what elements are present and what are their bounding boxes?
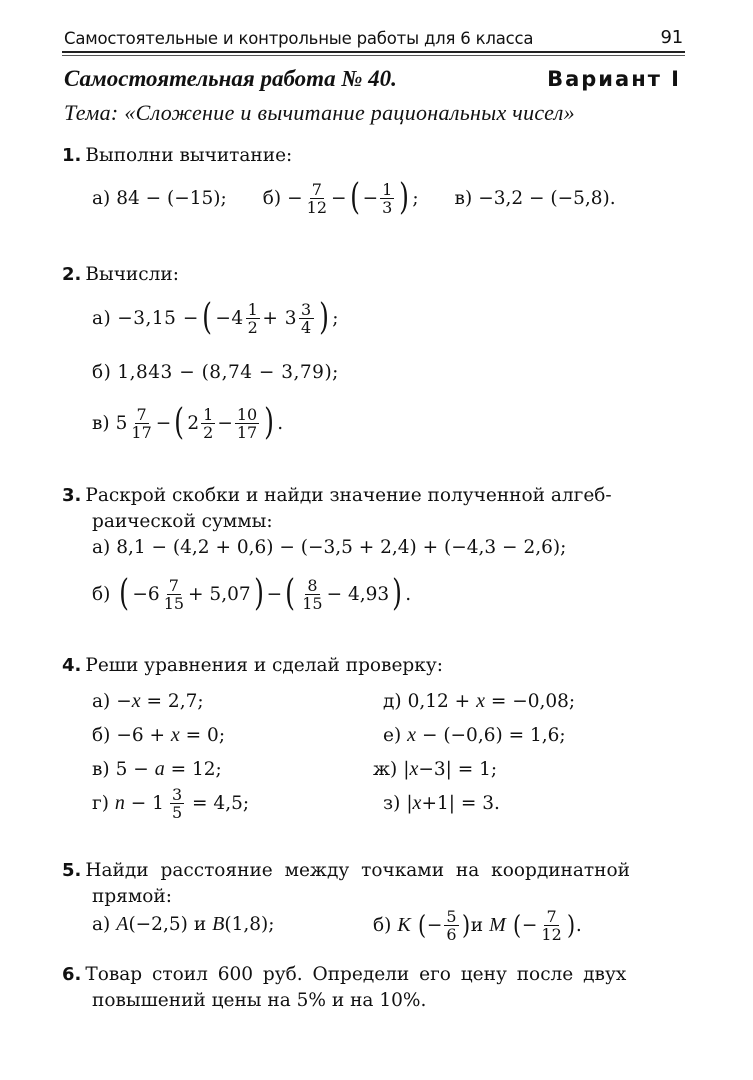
denominator: 4 — [301, 317, 312, 337]
paren-open: ( — [174, 402, 185, 443]
item-label: а) — [92, 187, 111, 209]
denominator: 12 — [541, 925, 562, 944]
point-name: A — [116, 913, 129, 935]
denominator: 15 — [163, 593, 185, 613]
item-expression: 8,1 − (4,2 + 0,6) − (−3,5 + 2,4) + (−4,3 − 2,6); — [116, 537, 567, 558]
numerator: 1 — [203, 404, 214, 424]
task-1-items — [92, 177, 616, 218]
variable: x — [170, 724, 180, 746]
page-number: 91 — [660, 27, 683, 48]
numerator: 1 — [247, 299, 259, 319]
numerator: 8 — [307, 575, 318, 595]
task-text-continued: повышений цены на 5% и на 10%. — [92, 990, 427, 1011]
task-text: Вычисли: — [85, 264, 179, 285]
fraction — [201, 406, 215, 441]
task-1-heading — [62, 143, 292, 169]
eq-item — [383, 792, 500, 815]
denominator: 3 — [382, 197, 393, 217]
paren-close: ) — [399, 177, 410, 218]
expr-part: | — [406, 793, 413, 814]
punctuation: ; — [332, 307, 339, 329]
minus-sign: − — [521, 915, 538, 936]
work-topic: Тема: «Сложение и вычитание рациональных чисел» — [64, 100, 575, 125]
variable: x — [409, 758, 419, 780]
denominator: 2 — [203, 422, 214, 442]
numerator: 7 — [311, 179, 322, 199]
minus-sign: − — [287, 187, 303, 209]
expr-part: − — [116, 691, 132, 712]
item-label: б) — [92, 583, 111, 605]
variable: n — [114, 792, 125, 814]
paren-open: ( — [285, 573, 296, 614]
paren-open: ( — [119, 573, 130, 614]
fraction — [235, 406, 259, 441]
expr-part: = 0; — [179, 725, 226, 746]
expr-part: − 1 — [124, 793, 164, 814]
denominator: 17 — [236, 422, 258, 442]
paren-close: ) — [264, 402, 275, 443]
expr-part: | — [403, 759, 410, 780]
task-text-continued: раической суммы: — [92, 511, 273, 532]
task-3-item-b — [92, 573, 412, 614]
eq-item — [92, 758, 222, 781]
item-label: д) — [383, 691, 402, 712]
eq-item — [383, 724, 566, 747]
item-label: ж) — [373, 759, 398, 780]
expr-part: 5 − — [115, 759, 155, 780]
point-coordinate: (1,8); — [224, 914, 275, 935]
paren-open: ( — [349, 177, 360, 218]
task-text: Раскрой скобки и найди значение полученной алгеб- — [85, 485, 612, 506]
punctuation: . — [575, 915, 582, 936]
item-expression: − 4,93 — [326, 583, 390, 605]
punctuation: . — [405, 583, 412, 605]
paren-open: ( — [202, 297, 213, 338]
eq-item — [373, 758, 497, 781]
fraction — [300, 577, 324, 612]
expr-part: 0,12 + — [407, 691, 477, 712]
eq-item — [92, 724, 225, 747]
item-expression: + 5,07 — [188, 583, 251, 605]
paren-open: ( — [512, 910, 521, 941]
book-title: Самостоятельные и контрольные работы для 6 класса — [64, 29, 534, 48]
minus-sign: − — [155, 412, 172, 434]
fraction — [246, 301, 261, 336]
expr-part: +1| = 3. — [421, 793, 500, 814]
task-2-item-b — [92, 362, 339, 383]
variable: x — [407, 724, 417, 746]
task-text-continued: прямой: — [92, 886, 172, 907]
punctuation: . — [277, 412, 284, 434]
paren-close: ) — [318, 297, 330, 338]
task-3-item-a — [92, 537, 566, 558]
eq-item — [92, 690, 204, 713]
task-2-heading — [62, 262, 179, 288]
task-6-heading — [62, 962, 626, 1014]
conjunction: и — [470, 915, 484, 936]
minus-sign: − — [331, 187, 347, 209]
work-title: Самостоятельная работа № 40. — [64, 66, 397, 91]
numerator: 3 — [301, 299, 312, 319]
item-expression: −3,2 − (−5,8). — [478, 187, 616, 209]
paren-close: ) — [461, 910, 470, 941]
paren-close: ) — [253, 573, 264, 614]
task-number: 3. — [62, 485, 82, 506]
numerator: 7 — [546, 907, 557, 926]
work-title-row — [64, 66, 681, 92]
item-label: в) — [92, 412, 110, 434]
item-label: з) — [383, 793, 401, 814]
numerator: 5 — [446, 907, 457, 926]
variable: x — [412, 792, 422, 814]
item-label: б) — [373, 915, 392, 936]
conjunction: и — [193, 914, 207, 935]
variant-label: Вариант I — [547, 67, 681, 91]
item-label: б) — [262, 187, 282, 209]
expr-part: − (−0,6) = 1,6; — [416, 725, 566, 746]
task-5-item-a — [92, 913, 274, 936]
running-header — [64, 26, 683, 48]
item-label: в) — [454, 187, 473, 209]
minus-sign: − — [217, 412, 233, 434]
denominator: 5 — [171, 803, 183, 822]
minus-sign: − — [426, 915, 443, 936]
task-text: Выполни вычитание: — [85, 145, 293, 166]
header-rule — [62, 51, 685, 53]
paren-open: ( — [417, 910, 426, 941]
fraction — [129, 406, 153, 441]
denominator: 17 — [131, 422, 152, 442]
task-number: 4. — [62, 655, 82, 676]
point-name: B — [212, 913, 225, 935]
fraction — [380, 181, 394, 216]
eq-item — [383, 690, 575, 713]
item-label: б) — [92, 362, 112, 383]
task-3-heading — [62, 483, 612, 535]
numerator: 10 — [236, 404, 258, 424]
item-label: а) — [92, 307, 112, 329]
whole-part: −6 — [132, 583, 160, 605]
fraction — [162, 577, 186, 612]
point-name: M — [489, 914, 506, 936]
header-rule-thin — [62, 55, 685, 56]
task-text: Товар стоил 600 руб. Определи его цену после двух — [85, 964, 627, 985]
item-label: е) — [383, 725, 402, 746]
fraction — [170, 786, 184, 821]
numerator: 1 — [382, 179, 393, 199]
fraction — [444, 908, 458, 943]
expr-part: = 2,7; — [140, 691, 204, 712]
task-5-heading — [62, 858, 630, 910]
whole-part: −4 — [215, 307, 244, 329]
item-expression: 84 − (−15); — [116, 187, 227, 209]
minus-sign: − — [362, 187, 379, 209]
denominator: 12 — [306, 197, 327, 217]
expr-part: = 4,5; — [186, 793, 250, 814]
task-4-heading — [62, 653, 443, 679]
eq-item — [92, 786, 249, 821]
fraction — [305, 181, 329, 216]
task-5-item-b — [373, 908, 582, 943]
item-expression: + 3 — [262, 307, 297, 329]
point-coordinate: (−2,5) — [128, 914, 188, 935]
punctuation: ; — [412, 187, 419, 209]
item-label: а) — [92, 691, 111, 712]
variable: x — [476, 690, 485, 712]
variable: x — [131, 690, 141, 712]
item-label: а) — [92, 914, 111, 935]
variable: a — [154, 758, 165, 780]
item-label: г) — [92, 793, 109, 814]
numerator: 7 — [136, 404, 147, 424]
item-label: а) — [92, 537, 111, 558]
whole-part: 2 — [187, 412, 200, 434]
whole-part: 5 — [115, 412, 128, 434]
task-number: 5. — [62, 860, 82, 881]
paren-close: ) — [392, 573, 403, 614]
item-label: б) — [92, 725, 111, 746]
paren-close: ) — [566, 910, 575, 941]
expr-part: −6 + — [116, 725, 171, 746]
denominator: 15 — [302, 593, 323, 613]
task-text: Реши уравнения и сделай проверку: — [85, 655, 443, 676]
task-number: 6. — [62, 964, 82, 985]
fraction — [539, 908, 563, 943]
task-2-item-c — [92, 402, 284, 443]
expr-part: = −0,08; — [484, 691, 576, 712]
item-expression: 1,843 − (8,74 − 3,79); — [117, 362, 339, 383]
point-name: K — [397, 914, 411, 936]
item-expression: −3,15 − — [117, 307, 199, 329]
denominator: 6 — [446, 925, 457, 944]
item-label: в) — [92, 759, 110, 780]
expr-part: −3| = 1; — [418, 759, 498, 780]
fraction — [299, 301, 314, 336]
minus-sign: − — [266, 583, 283, 605]
numerator: 3 — [171, 785, 183, 804]
task-number: 1. — [62, 145, 82, 166]
numerator: 7 — [168, 575, 179, 595]
task-text: Найди расстояние между точками на координатной — [85, 860, 630, 881]
task-2-item-a — [92, 297, 339, 338]
task-number: 2. — [62, 264, 82, 285]
expr-part: = 12; — [164, 759, 222, 780]
denominator: 2 — [247, 317, 259, 337]
